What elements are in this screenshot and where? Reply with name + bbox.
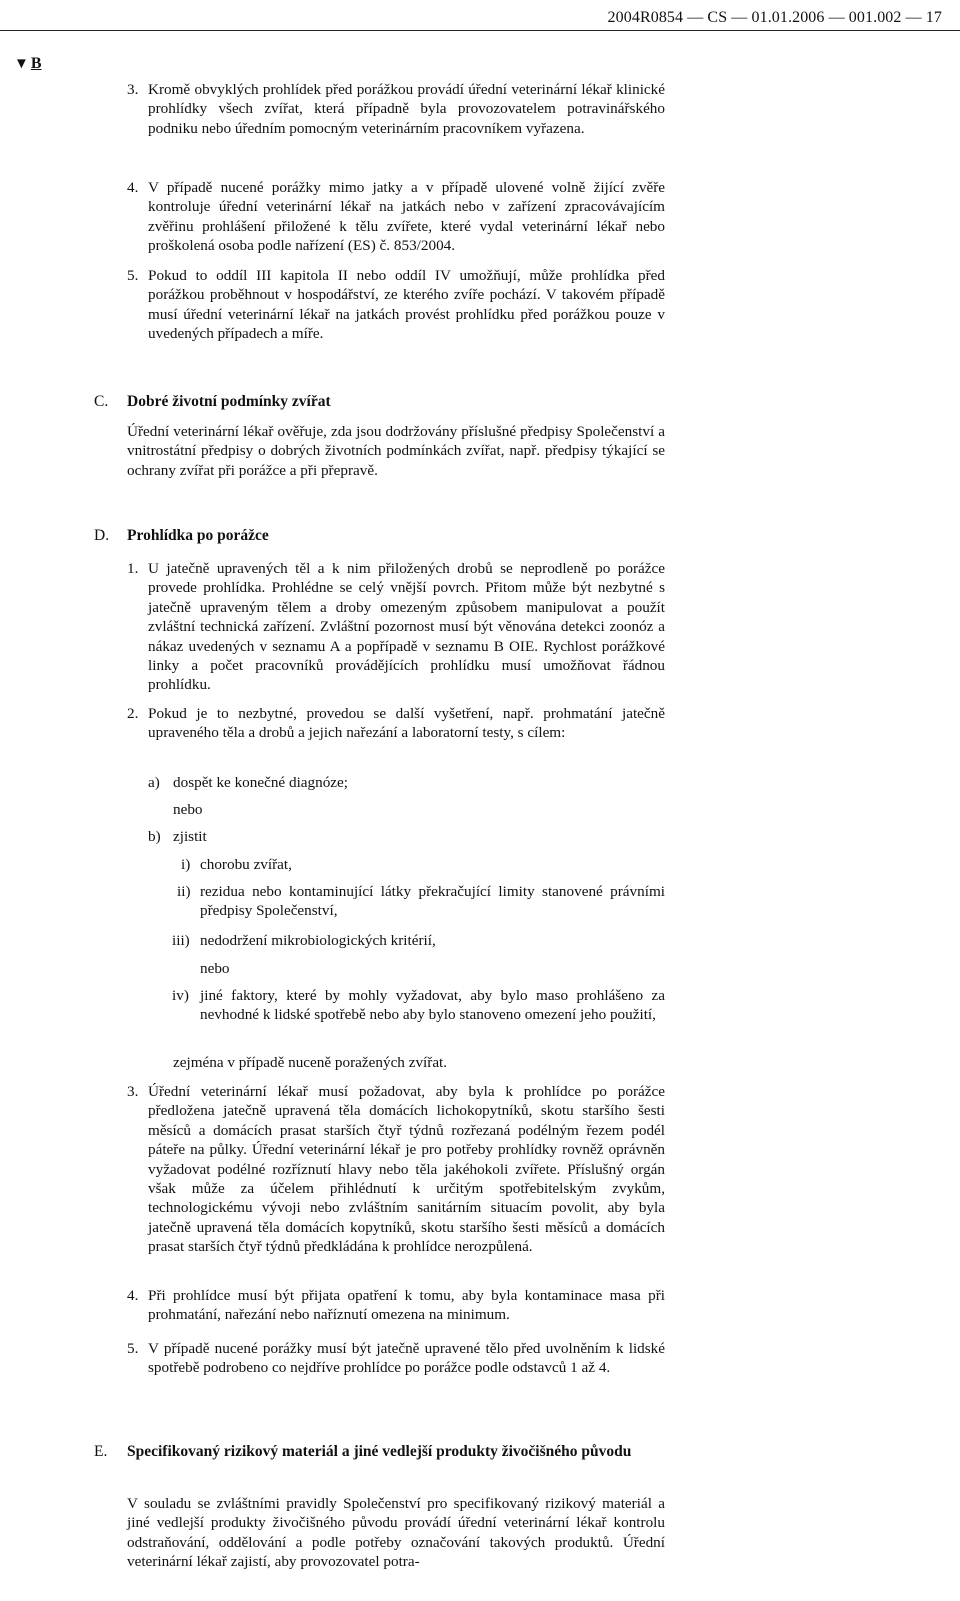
list-text: chorobu zvířat, xyxy=(200,856,292,873)
list-label: b) xyxy=(148,828,161,845)
paragraph-text: Kromě obvyklých prohlídek před porážkou provádí úřední veterinární lékař klinické prohlídky všech zvířat, která případně byla provozovatelem potravinářského podniku nebo úředním pomocným veterinárním pracovníkem vyřazena. xyxy=(148,81,665,137)
list-text: jiné faktory, které by mohly vyžadovat, aby bylo maso prohlášeno za nevhodné k lidské spotřebě nebo aby bylo stanoveno omezení jeho použití, xyxy=(200,987,665,1024)
list-label: iv) xyxy=(172,987,189,1004)
section-letter: E. xyxy=(94,1443,108,1460)
item-number: 4. xyxy=(127,179,139,196)
item-number: 5. xyxy=(127,1340,139,1357)
connector-text: nebo xyxy=(200,960,230,977)
marker-letter: B xyxy=(30,55,42,72)
item-number: 3. xyxy=(127,1083,139,1100)
paragraph-text: V souladu se zvláštními pravidly Společenství pro specifikovaný rizikový materiál a jiné vedlejší produkty živočišného původu provádí úřední veterinární lékař kontrolu odstraňování, oddělování a podle potřeby označování takových produktů. Úřední veterinární lékař zajistí, aby provozovatel potra- xyxy=(127,1495,665,1571)
paragraph-text: Pokud to oddíl III kapitola II nebo oddíl IV umožňují, může prohlídka před porážkou proběhnout v hospodářství, ze kterého zvíře pochází. V takovém případě musí úřední veterinární lékař na jatkách provést prohlídku před porážkou pouze v uvedených případech a míře. xyxy=(148,267,665,343)
section-letter: C. xyxy=(94,393,109,410)
triangle-down-icon: ▼ xyxy=(14,56,29,72)
section-title: Prohlídka po porážce xyxy=(127,527,269,544)
item-number: 2. xyxy=(127,705,139,722)
list-label: ii) xyxy=(177,883,191,900)
paragraph-text: Úřední veterinární lékař ověřuje, zda jsou dodržovány příslušné předpisy Společenství a vnitrostátní předpisy o dobrých životních podmínkách zvířat, např. předpisy týkající se ochrany zvířat při porážce a při přepravě. xyxy=(127,423,665,479)
amendment-marker xyxy=(14,54,42,74)
item-number: 4. xyxy=(127,1287,139,1304)
list-label: iii) xyxy=(172,932,190,949)
running-header: 2004R0854 — CS — 01.01.2006 — 001.002 — 17 xyxy=(607,9,942,26)
item-number: 5. xyxy=(127,267,139,284)
closing-text: zejména v případě nuceně poražených zvířat. xyxy=(173,1054,448,1071)
paragraph-text: V případě nucené porážky musí být jatečně upravené tělo před uvolněním k lidské spotřebě podrobeno co nejdříve prohlídce po porážce podle odstavců 1 až 4. xyxy=(148,1340,665,1377)
list-label: i) xyxy=(181,856,191,873)
section-title: Specifikovaný rizikový materiál a jiné vedlejší produkty živočišného původu xyxy=(127,1443,632,1460)
list-text: dospět ke konečné diagnóze; xyxy=(173,774,349,791)
header-rule xyxy=(0,30,960,31)
list-text: nedodržení mikrobiologických kritérií, xyxy=(200,932,436,949)
item-number: 1. xyxy=(127,560,139,577)
list-text: zjistit xyxy=(173,828,207,845)
paragraph-text: Pokud je to nezbytné, provedou se další vyšetření, např. prohmatání jatečně upraveného těla a drobů a jejich nařezání a laboratorní testy, s cílem: xyxy=(148,705,665,742)
paragraph-text: V případě nucené porážky mimo jatky a v případě ulovené volně žijící zvěře kontroluje úřední veterinární lékař na jatkách nebo v zařízení zpracovávajícím zvěřinu prohlášení přiložené k tělu zvířete, které vydal veterinární lékař nebo proškolená osoba podle nařízení (ES) č. 853/2004. xyxy=(148,179,665,255)
paragraph-text: Při prohlídce musí být přijata opatření k tomu, aby byla kontaminace masa při prohmatání, nařezání nebo naříznutí omezena na minimum. xyxy=(148,1287,665,1324)
section-letter: D. xyxy=(94,527,110,544)
paragraph-text: Úřední veterinární lékař musí požadovat, aby byla k prohlídce po porážce předložena jatečně upravená těla domácích lichokopytníků, skotu staršího šesti měsíců a domácích prasat starších čtyř týdnů rozřezaná podélným řezem podél páteře na půlky. Úřední veterinární lékař je pro potřeby prohlídky rovněž oprávněn vyžadovat podélné rozříznutí hlavy nebo těla jakéhokoli zvířete. Příslušný orgán však může za účelem přihlédnutí k určitým spotřebitelským zvykům, technologickému vývoji nebo zvláštním sanitárním situacím povolit, aby byla jatečně upravená těla domácích kopytníků, skotu staršího šesti měsíců a domácích prasat starších čtyř týdnů předkládána k prohlídce nerozpůlená. xyxy=(148,1083,665,1256)
item-number: 3. xyxy=(127,81,139,98)
paragraph-text: U jatečně upravených těl a k nim přiložených drobů se neprodleně po porážce provede prohlídka. Prohlédne se celý vnější povrch. Přitom může být nezbytné s jatečně upraveným tělem a droby omezeným způsobem manipulovat a použít zvláštní technická zařízení. Zvláštní pozornost musí být věnována detekci zoonóz a nákaz uvedených v seznamu A a popřípadě v seznamu B OIE. Rychlost porážkové linky a počet pracovníků provádějících prohlídku musí umožňovat řádnou prohlídku. xyxy=(148,560,665,694)
connector-text: nebo xyxy=(173,801,203,818)
section-title: Dobré životní podmínky zvířat xyxy=(127,393,331,410)
list-text: rezidua nebo kontaminující látky překračující limity stanovené právními předpisy Společenství, xyxy=(200,883,665,920)
list-label: a) xyxy=(148,774,160,791)
